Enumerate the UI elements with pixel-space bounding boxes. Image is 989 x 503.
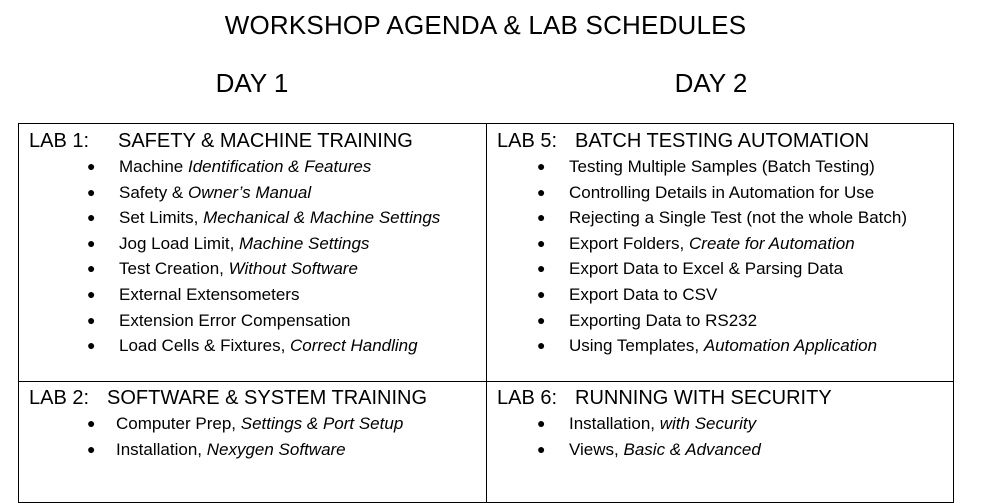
topic-text: Set Limits,: [119, 208, 204, 228]
topic-text: Load Cells & Fixtures,: [119, 336, 291, 356]
lab-1-cell: [29, 128, 440, 359]
topic-text: Computer Prep,: [116, 414, 241, 433]
bullet-icon: ●: [87, 158, 96, 174]
topic-emphasis: Machine Settings: [239, 233, 370, 253]
lab-5-topic-list: [497, 154, 907, 359]
topic-list-item: [29, 437, 427, 463]
topic-emphasis: Automation Application: [703, 336, 878, 356]
lab-5-heading: [497, 128, 907, 154]
topic-text: Export Data to CSV: [569, 284, 718, 304]
bullet-icon: ●: [87, 209, 96, 226]
topic-text: Testing Multiple Samples (Batch Testing): [569, 157, 875, 176]
topic-text: External Extensometers: [119, 284, 300, 304]
bullet-icon: ●: [537, 311, 546, 328]
bullet-icon: ●: [537, 337, 546, 354]
topic-emphasis: Create for Automation: [689, 233, 855, 253]
topic-emphasis: Nexygen Software: [206, 439, 346, 459]
topic-list-item: [29, 180, 440, 206]
bullet-icon: ●: [537, 415, 546, 431]
topic-text: Installation,: [116, 439, 207, 459]
topic-emphasis: Settings & Port Setup: [240, 414, 404, 433]
topic-text: Installation,: [569, 414, 660, 433]
topic-text: Jog Load Limit,: [119, 233, 240, 253]
topic-emphasis: with Security: [659, 414, 757, 433]
topic-list-item: [497, 256, 907, 282]
bullet-icon: ●: [537, 440, 546, 457]
topic-text: Exporting Data to RS232: [569, 310, 758, 330]
topic-list-item: [497, 308, 907, 334]
topic-text: Views,: [569, 439, 624, 459]
topic-list-item: [29, 308, 440, 334]
bullet-icon: ●: [537, 209, 546, 226]
bullet-icon: ●: [87, 337, 96, 354]
topic-text: Extension Error Compensation: [119, 310, 351, 330]
lab-2-topic-list: [29, 411, 427, 462]
lab-6-topic-list: [497, 411, 832, 462]
lab-name: SOFTWARE & SYSTEM TRAINING: [107, 387, 428, 409]
topic-text: Using Templates,: [569, 336, 704, 356]
topic-emphasis: Without Software: [228, 259, 358, 279]
lab-1-topic-list: [29, 154, 440, 359]
topic-text: Controlling Details in Automation for Use: [569, 182, 875, 202]
topic-text: Export Folders,: [569, 233, 689, 253]
lab-2-cell: [29, 385, 427, 462]
topic-list-item: [497, 180, 907, 206]
bullet-icon: ●: [87, 183, 96, 200]
topic-list-item: [29, 333, 440, 359]
lab-number: LAB 1:: [29, 130, 90, 152]
lab-number: LAB 6:: [497, 387, 558, 409]
page-title: WORKSHOP AGENDA & LAB SCHEDULES: [224, 10, 747, 40]
lab-6-heading: [497, 385, 832, 411]
day-2-heading: DAY 2: [674, 68, 748, 98]
topic-text: Test Creation,: [119, 259, 229, 279]
bullet-icon: ●: [537, 285, 546, 302]
topic-list-item: [497, 231, 907, 257]
topic-list-item: [29, 154, 440, 180]
topic-list-item: [29, 282, 440, 308]
lab-6-cell: [497, 385, 832, 462]
topic-emphasis: Owner’s Manual: [187, 182, 312, 202]
topic-list-item: [29, 256, 440, 282]
bullet-icon: ●: [537, 183, 546, 200]
topic-emphasis: Basic & Advanced: [623, 439, 761, 459]
lab-name: SAFETY & MACHINE TRAINING: [118, 130, 413, 152]
topic-emphasis: Identification & Features: [187, 157, 372, 176]
topic-emphasis: Correct Handling: [290, 336, 418, 356]
lab-2-heading: [29, 385, 427, 411]
bullet-icon: ●: [87, 260, 96, 277]
topic-emphasis: Mechanical & Machine Settings: [203, 208, 441, 228]
lab-name: BATCH TESTING AUTOMATION: [575, 130, 870, 152]
lab-name: RUNNING WITH SECURITY: [575, 387, 832, 409]
topic-text: Safety &: [119, 182, 188, 202]
bullet-icon: ●: [537, 158, 546, 174]
bullet-icon: ●: [87, 234, 96, 251]
topic-text: Rejecting a Single Test (not the whole Batch): [569, 208, 907, 228]
topic-text: Export Data to Excel & Parsing Data: [569, 259, 844, 279]
topic-text: Machine: [119, 157, 188, 176]
topic-list-item: [497, 154, 907, 180]
agenda-table: [18, 123, 954, 503]
lab-5-cell: [497, 128, 907, 359]
topic-list-item: [497, 205, 907, 231]
topic-list-item: [29, 411, 427, 437]
topic-list-item: [497, 282, 907, 308]
row-divider: [19, 381, 953, 382]
bullet-icon: ●: [87, 311, 96, 328]
topic-list-item: [29, 205, 440, 231]
day-1-heading: DAY 1: [215, 68, 289, 98]
bullet-icon: ●: [537, 234, 546, 251]
topic-list-item: [497, 437, 832, 463]
topic-list-item: [497, 333, 907, 359]
bullet-icon: ●: [537, 260, 546, 277]
column-divider: [486, 124, 487, 502]
topic-list-item: [29, 231, 440, 257]
bullet-icon: ●: [87, 415, 96, 431]
lab-1-heading: [29, 128, 440, 154]
lab-number: LAB 5:: [497, 130, 558, 152]
topic-list-item: [497, 411, 832, 437]
lab-number: LAB 2:: [29, 387, 90, 409]
bullet-icon: ●: [87, 285, 96, 302]
bullet-icon: ●: [87, 440, 96, 457]
